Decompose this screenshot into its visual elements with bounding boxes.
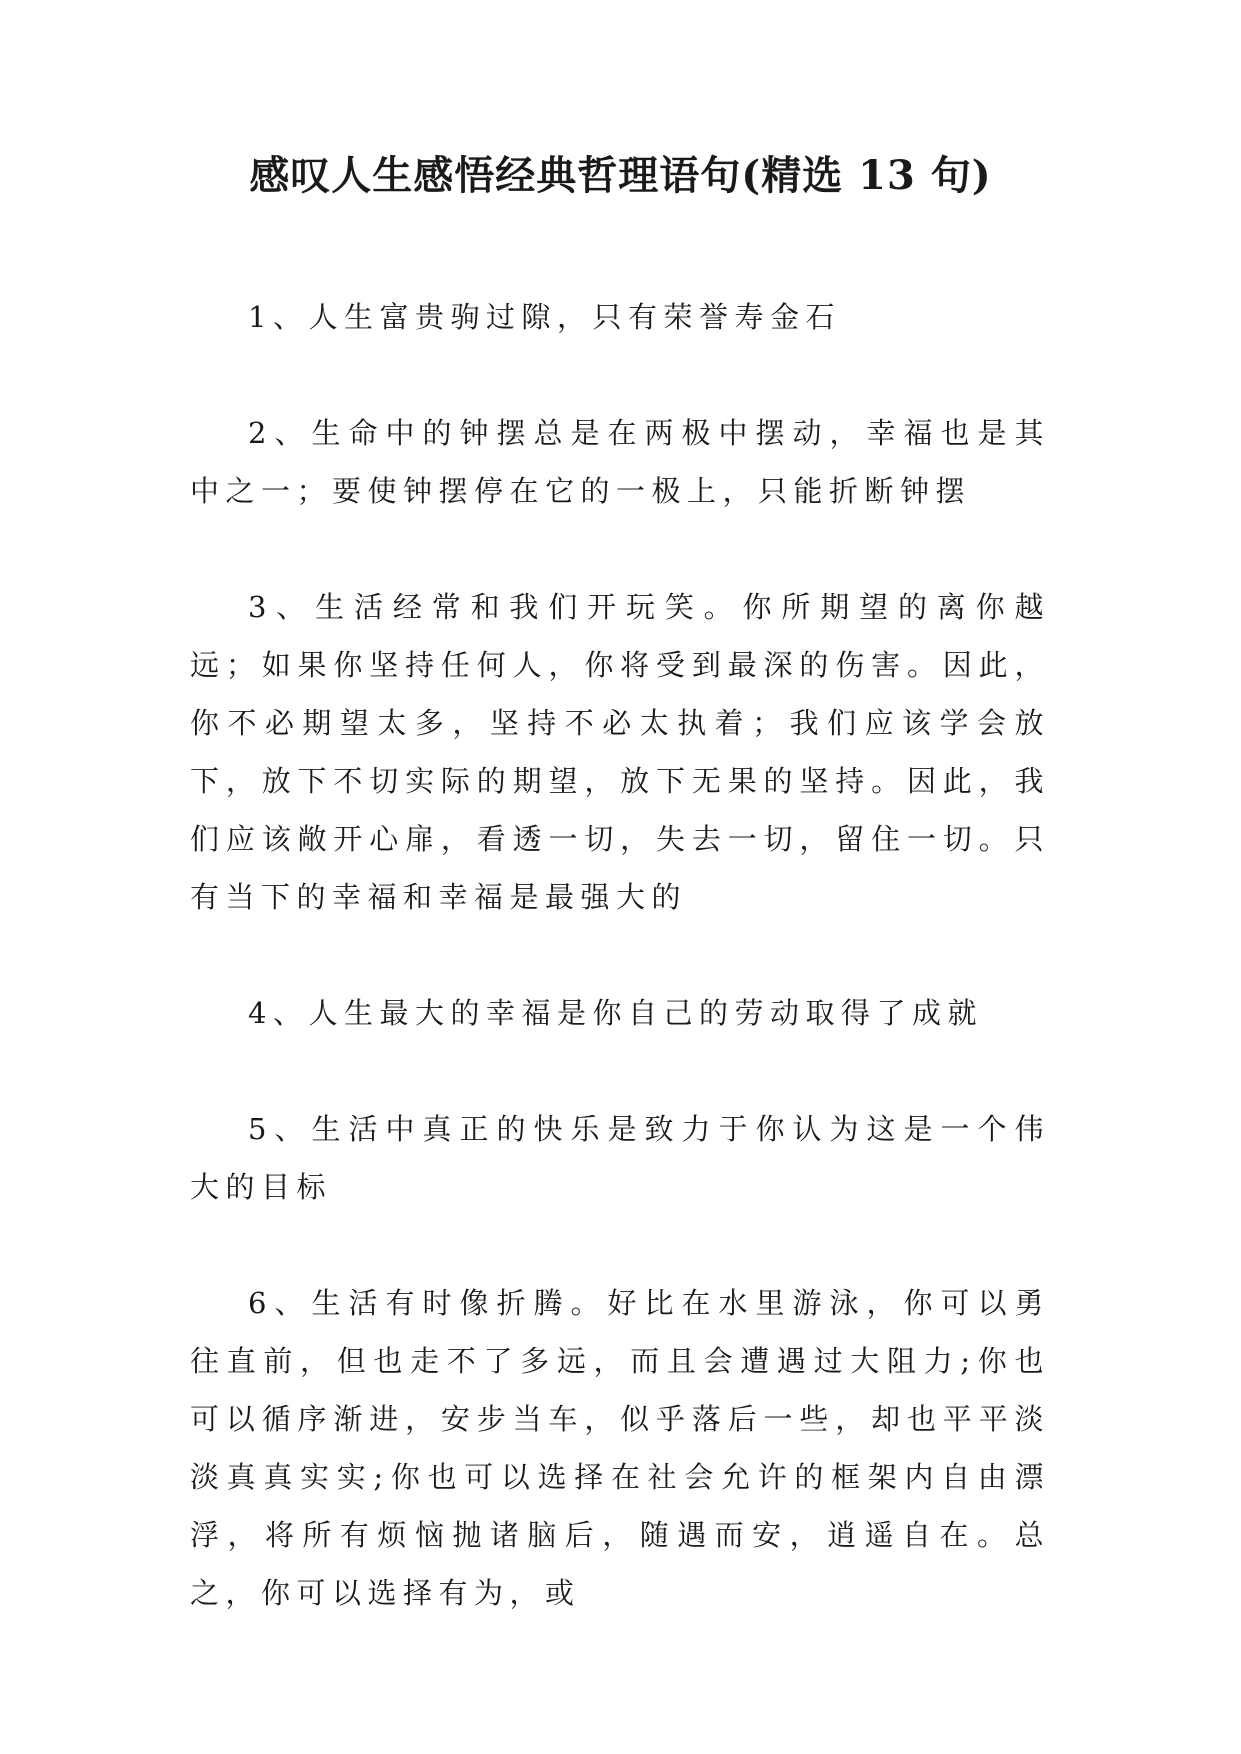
document-body bbox=[190, 288, 1050, 1680]
paragraph-6: 6、生活有时像折腾。好比在水里游泳，你可以勇往直前，但也走不了多远，而且会遭遇过大阻力;你也可以循序渐进，安步当车，似乎落后一些，却也平平淡淡真真实实;你也可以选择在社会允许的框架内自由漂浮，将所有烦恼抛诸脑后，随遇而安，逍遥自在。总之，你可以选择有为，或 bbox=[190, 1286, 1050, 1610]
document-title: 感叹人生感悟经典哲理语句(精选 13 句) bbox=[249, 152, 992, 199]
paragraph-2: 2、生命中的钟摆总是在两极中摆动，幸福也是其中之一；要使钟摆停在它的一极上，只能折断钟摆 bbox=[190, 416, 1050, 508]
paragraph-5: 5、生活中真正的快乐是致力于你认为这是一个伟大的目标 bbox=[190, 1112, 1050, 1204]
paragraph-1: 1、人生富贵驹过隙，只有荣誉寿金石 bbox=[248, 300, 841, 334]
paragraph-4: 4、人生最大的幸福是你自己的劳动取得了成就 bbox=[248, 996, 983, 1030]
paragraph-3: 3、生活经常和我们开玩笑。你所期望的离你越远；如果你坚持任何人，你将受到最深的伤害。因此，你不必期望太多，坚持不必太执着；我们应该学会放下，放下不切实际的期望，放下无果的坚持。因此，我们应该敞开心扉，看透一切，失去一切，留住一切。只有当下的幸福和幸福是最强大的 bbox=[190, 590, 1050, 914]
